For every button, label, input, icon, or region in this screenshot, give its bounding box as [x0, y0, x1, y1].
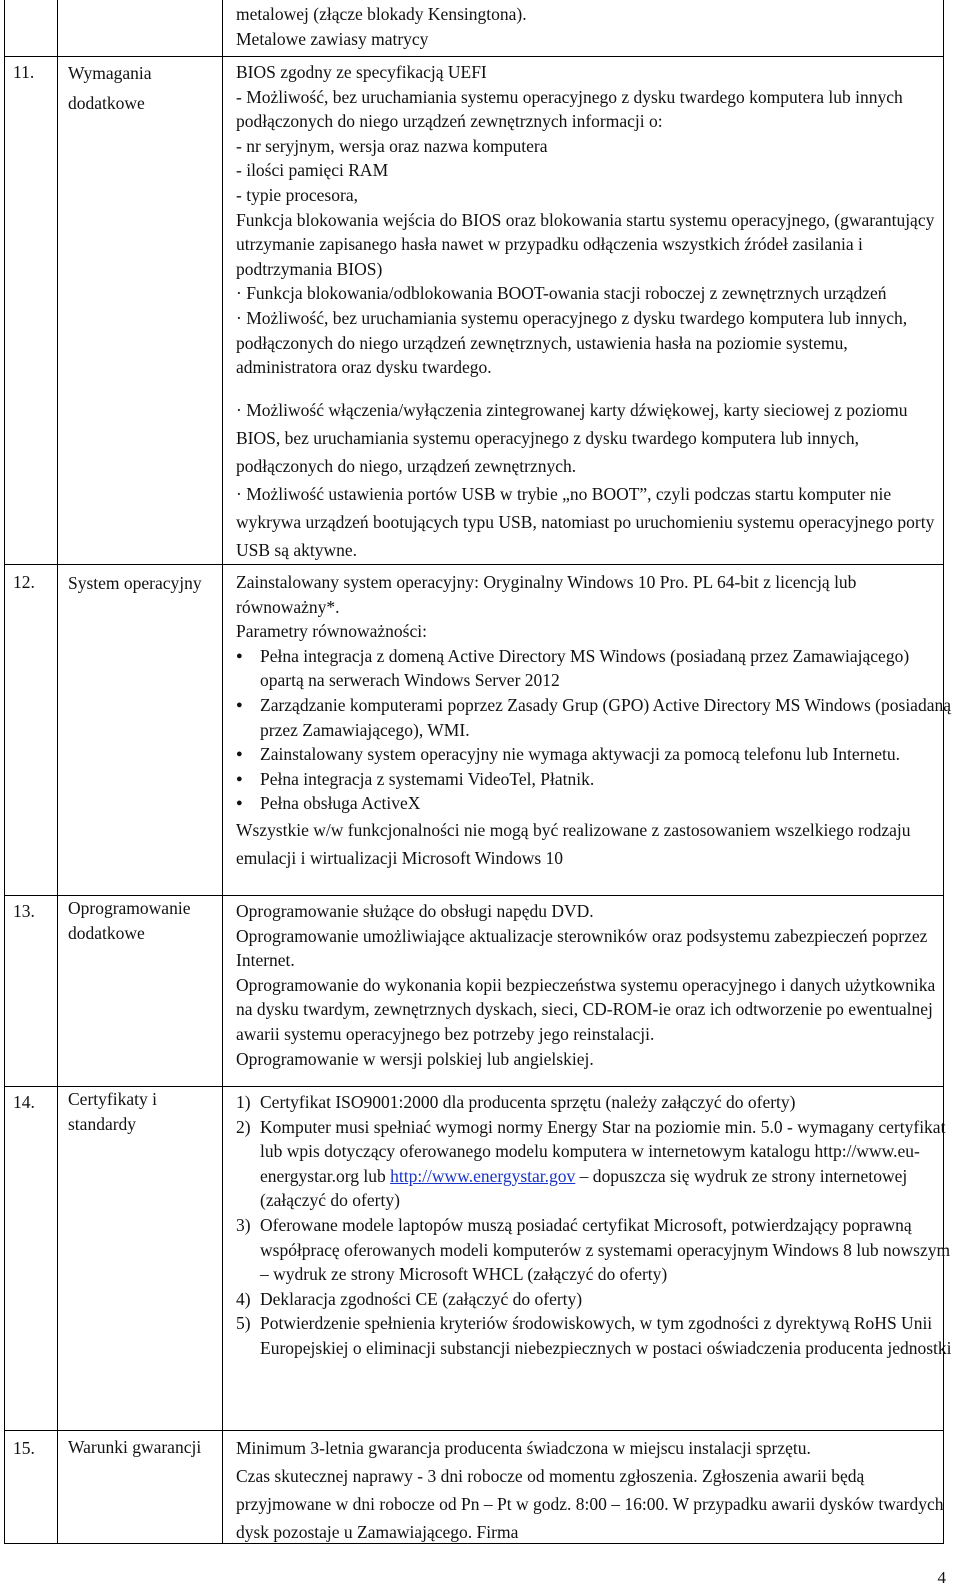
row-number: 13. [13, 901, 35, 921]
text-line: Minimum 3-letnia gwarancja producenta świadczona w miejscu instalacji sprzętu. [236, 1438, 811, 1458]
list-item: ● Pełna integracja z systemami VideoTel, Płatnik. [236, 767, 952, 792]
list-item: ● Pełna obsługa ActiveX [236, 791, 952, 816]
row-divider [4, 56, 944, 57]
table-border-left [4, 0, 5, 1543]
text-line: Parametry równoważności: [236, 621, 427, 642]
row-number: 12. [13, 572, 35, 592]
table-border-col2 [222, 0, 223, 1543]
list-item: ● Pełna integracja z domeną Active Directory MS Windows (posiadaną przez Zamawiającego) opartą na serwerach Windows Server 2012 [236, 644, 952, 693]
text-line: metalowej (złącze blokady Kensingtona). [236, 4, 527, 24]
text-line: Funkcja blokowania wejścia do BIOS oraz blokowania startu systemu operacyjnego, (gwarantujący utrzymanie zapisanego hasła nawet w przypadku odłączenia wszystkich źródeł zasilania i podtrzymania BIOS) [236, 209, 935, 279]
row-divider [4, 1430, 944, 1431]
text-line: Czas skutecznej naprawy - 3 dni robocze od momentu zgłoszenia. Zgłoszenia awarii będą przyjmowane w dni robocze od Pn – Pt w godz. 8:00 – 16:00. W przypadku awarii dysków twardych dysk pozostaje u Zamawiającego. Firma [236, 1466, 944, 1542]
text-line: · Możliwość, bez uruchamiania systemu operacyjnego z dysku twardego komputera lub innych, podłączonych do niego urządzeń zewnętrznych, ustawienia hasła na poziomie systemu, administratora oraz dysku twardego. [236, 307, 908, 378]
list-number: 5) [236, 1313, 251, 1334]
text-line: · Możliwość włączenia/wyłączenia zintegrowanej karty dźwiękowej, karty sieciowej z poziomu BIOS, bez uruchamiania systemu operacyjnego z dysku twardego komputera lub innych, podłączonych do niego, urządzeń zewnętrznych. [236, 400, 908, 476]
list-item [236, 1287, 952, 1312]
text-line: Zainstalowany system operacyjny: Oryginalny Windows 10 Pro. PL 64-bit z licencją lub równoważny*. [236, 572, 857, 617]
row-14-content [236, 1090, 952, 1361]
page-number: 4 [937, 1568, 946, 1587]
row-label: Wymagania dodatkowe [68, 63, 152, 113]
text-line: Metalowe zawiasy matrycy [236, 28, 429, 49]
list-number: 1) [236, 1092, 251, 1112]
text-line: - typie procesora, [236, 184, 358, 205]
row-11-continuation [236, 2, 952, 51]
list-item [236, 1213, 952, 1287]
list-number: 4) [236, 1288, 251, 1309]
list-text: – dopuszcza się wydruk ze strony internetowej (załączyć do oferty) [260, 1165, 908, 1211]
text-line: · Funkcja blokowania/odblokowania BOOT-owania stacji roboczej z zewnętrznych urządzeń [236, 283, 887, 304]
text-line: - ilości pamięci RAM [236, 160, 389, 181]
list-text: Deklaracja zgodności CE (załączyć do oferty) [260, 1288, 583, 1309]
list-item [236, 1090, 952, 1115]
list-item: ● Zarządzanie komputerami poprzez Zasady Grup (GPO) Active Directory MS Windows (posiadaną przez Zamawiającego), WMI. [236, 693, 952, 742]
text-line: Oprogramowanie umożliwiające aktualizacje sterowników oraz podsystemu zabezpieczeń poprzez Internet. [236, 925, 928, 971]
row-label: Warunki gwarancji [68, 1437, 202, 1457]
row-13-content [236, 899, 952, 1071]
list-item [236, 1311, 952, 1360]
text-line: BIOS zgodny ze specyfikacją UEFI [236, 62, 487, 82]
list-item: ● Zainstalowany system operacyjny nie wymaga aktywacji za pomocą telefonu lub Internetu. [236, 742, 952, 767]
row-number: 14. [13, 1092, 35, 1112]
row-11-content [236, 60, 952, 380]
row-label: Oprogramowanie dodatkowe [68, 898, 191, 943]
text-line: Oprogramowanie do wykonania kopii bezpieczeństwa systemu operacyjnego i danych użytkownika na dysku twardym, zewnętrznych dyskach, sieci, CD-ROM-ie oraz ich odtworzenie po ewentualnej awarii systemu operacyjnego bez potrzeby jego reinstalacji. [236, 974, 936, 1044]
row-label: System operacyjny [68, 573, 202, 593]
list-text: Oferowane modele laptopów muszą posiadać certyfikat Microsoft, potwierdzający poprawną współpracę oferowanych modeli komputerów z systemami operacyjnym Windows 8 lub nowszym – wydruk ze strony Microsoft WHCL (załączyć do oferty) [260, 1214, 951, 1285]
text-line: - Możliwość, bez uruchamiania systemu operacyjnego z dysku twardego komputera lub innych podłączonych do niego urządzeń zewnętrznych informacji o: [236, 86, 903, 132]
energystar-link[interactable]: http://www.energystar.gov [390, 1165, 576, 1186]
row-11-content-wide [236, 396, 952, 564]
table-border-col1 [57, 0, 58, 1543]
list-text: Potwierdzenie spełnienia kryteriów środowiskowych, w tym zgodności z dyrektywą RoHS Unii Europejskiej o eliminacji substancji niebezpiecznych w postaci oświadczenia producenta jednostki [260, 1313, 952, 1358]
list-number: 2) [236, 1116, 251, 1137]
text-line: Oprogramowanie w wersji polskiej lub angielskiej. [236, 1048, 594, 1069]
text-line: · Możliwość ustawienia portów USB w trybie „no BOOT”, czyli podczas startu komputer nie wykrywa urządzeń bootujących typu USB, natomiast po uruchomieniu systemu operacyjnego porty USB są aktywne. [236, 484, 935, 560]
row-number: 15. [13, 1438, 35, 1458]
row-label: Certyfikaty i standardy [68, 1089, 157, 1134]
text-line: Oprogramowanie służące do obsługi napędu DVD. [236, 901, 594, 921]
list-number: 3) [236, 1214, 251, 1235]
list-item [236, 1115, 952, 1213]
list-text: Komputer musi spełniać wymogi normy Energy Star na poziomie min. 5.0 - wymagany certyfikat lub wpis dotyczący oferowanego modelu komputera w internetowym katalogu http://www.eu-energystar.org lub [260, 1116, 946, 1186]
list-text: Certyfikat ISO9001:2000 dla producenta sprzętu (należy załączyć do oferty) [260, 1092, 796, 1112]
row-12-content [236, 570, 952, 872]
text-line: - nr seryjnym, wersja oraz nazwa komputera [236, 135, 548, 156]
row-divider [4, 564, 944, 565]
row-number: 11. [13, 62, 35, 82]
row-15-content [236, 1434, 952, 1546]
text-line: Wszystkie w/w funkcjonalności nie mogą być realizowane z zastosowaniem wszelkiego rodzaju emulacji i wirtualizacji Microsoft Windows 10 [236, 819, 911, 868]
